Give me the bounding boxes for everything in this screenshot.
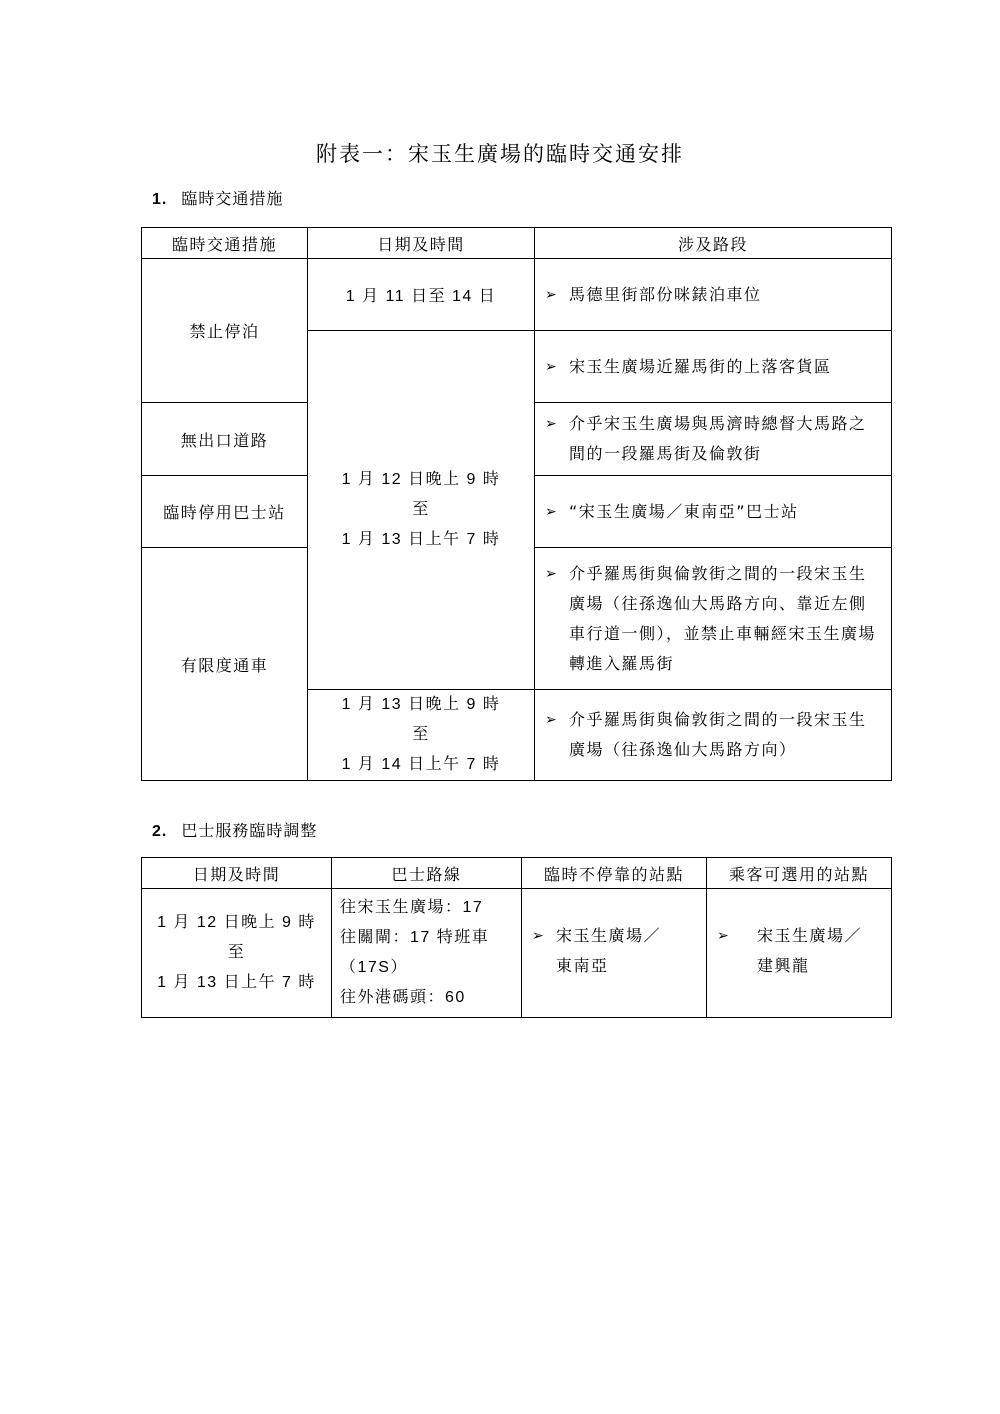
- bus-date-line-2: 至: [227, 944, 246, 961]
- arrow-bullet-icon: ➢: [545, 712, 559, 728]
- date-2-line-1: 1 月 12 日晚上 9 時: [341, 471, 501, 488]
- header-not-stopping: 臨時不停靠的站點: [522, 858, 707, 889]
- not-stopping-cell: [522, 889, 707, 1018]
- date-3-line-2: 至: [412, 726, 430, 743]
- measure-no-parking: 禁止停泊: [142, 259, 308, 403]
- traffic-measures-table: [141, 227, 892, 781]
- header-alternative-stops: 乘客可選用的站點: [707, 858, 892, 889]
- not-stopping-line-1: 宋玉生廣場／: [556, 926, 662, 945]
- route-line-2: 往關閘：17 特班車: [340, 929, 490, 946]
- arrow-bullet-icon: ➢: [545, 565, 559, 582]
- measure-bus-stop-suspended: 臨時停用巴士站: [142, 476, 308, 548]
- header-date-time: 日期及時間: [308, 228, 535, 259]
- bus-date-cell: [142, 889, 332, 1018]
- measure-no-exit: 無出口道路: [142, 403, 308, 476]
- section-2-heading: [152, 818, 317, 841]
- route-line-1: 往宋玉生廣場：17: [340, 899, 484, 916]
- bus-date-line-3: 1 月 13 日上午 7 時: [157, 974, 316, 991]
- table-header-row: [142, 228, 892, 259]
- road-text-6: 介乎羅馬街與倫敦街之間的一段宋玉生廣場（往孫逸仙大馬路方向）: [569, 710, 867, 759]
- road-cell-6: [535, 690, 892, 781]
- road-text-4: “宋玉生廣場／東南亞”巴士站: [569, 501, 799, 521]
- road-text-5: 介乎羅馬街與倫敦街之間的一段宋玉生廣場（往孫逸仙大馬路方向、靠近左側車行道一側），並禁止車輛經宋玉生廣場轉進入羅馬街: [569, 563, 877, 673]
- section-2-number: 2.: [152, 823, 168, 840]
- road-cell-5: [535, 548, 892, 690]
- arrow-bullet-icon: ➢: [545, 416, 559, 432]
- section-1-number: 1.: [152, 191, 168, 208]
- arrow-bullet-icon: ➢: [532, 928, 546, 944]
- arrow-bullet-icon: ➢: [545, 286, 559, 303]
- date-cell-1: 1 月 11 日至 14 日: [308, 259, 535, 331]
- date-2-line-3: 1 月 13 日上午 7 時: [341, 531, 501, 548]
- not-stopping-line-2: 東南亞: [556, 956, 609, 975]
- table-row: [142, 889, 892, 1018]
- alternative-line-1: 宋玉生廣場／: [757, 926, 863, 945]
- measure-restricted: 有限度通車: [142, 548, 308, 781]
- date-cell-3: [308, 690, 535, 781]
- header-date-time: 日期及時間: [142, 858, 332, 889]
- road-text-1: 馬德里街部份咪錶泊車位: [569, 284, 762, 304]
- route-line-4: 往外港碼頭：60: [340, 989, 466, 1006]
- arrow-bullet-icon: ➢: [717, 928, 731, 944]
- road-cell-4: [535, 476, 892, 548]
- alternative-line-2: 建興龍: [757, 956, 810, 975]
- road-cell-3: [535, 403, 892, 476]
- bus-route-cell: [332, 889, 522, 1018]
- road-text-2: 宋玉生廣場近羅馬街的上落客貨區: [569, 356, 832, 376]
- section-1-heading: [152, 186, 283, 209]
- page-title: 附表一：宋玉生廣場的臨時交通安排: [316, 142, 684, 166]
- date-3-line-3: 1 月 14 日上午 7 時: [341, 756, 501, 773]
- section-2-title: 巴士服務臨時調整: [181, 821, 318, 840]
- header-roads: 涉及路段: [535, 228, 892, 259]
- section-1-title: 臨時交通措施: [181, 189, 284, 208]
- road-cell-1: [535, 259, 892, 331]
- arrow-bullet-icon: ➢: [545, 503, 559, 520]
- date-2-line-2: 至: [412, 501, 430, 518]
- bus-date-line-1: 1 月 12 日晚上 9 時: [157, 914, 316, 931]
- road-cell-2: [535, 331, 892, 403]
- alternative-stops-cell: [707, 889, 892, 1018]
- table-row: [142, 259, 892, 331]
- bus-adjustment-table: [141, 857, 892, 1018]
- route-line-3: （17S）: [340, 959, 408, 976]
- header-measure: 臨時交通措施: [142, 228, 308, 259]
- date-3-line-1: 1 月 13 日晚上 9 時: [341, 696, 501, 713]
- date-cell-2: [308, 331, 535, 690]
- arrow-bullet-icon: ➢: [545, 358, 559, 375]
- road-text-3: 介乎宋玉生廣場與馬濟時總督大馬路之間的一段羅馬街及倫敦街: [569, 414, 867, 463]
- header-bus-route: 巴士路線: [332, 858, 522, 889]
- table-header-row: [142, 858, 892, 889]
